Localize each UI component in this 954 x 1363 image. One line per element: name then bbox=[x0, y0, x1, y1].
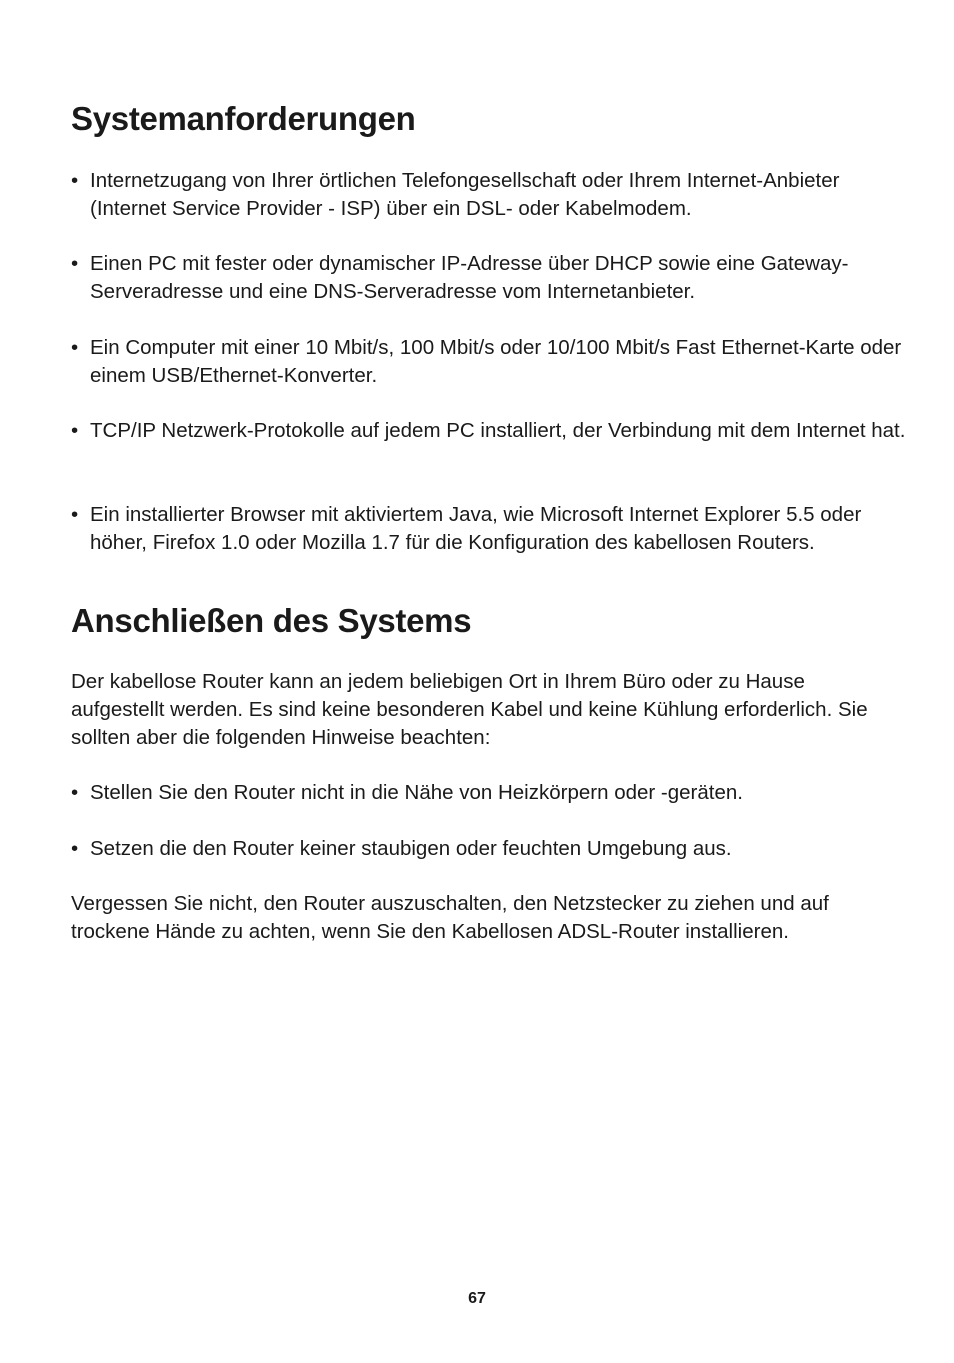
section-heading-connecting-system: Anschließen des Systems bbox=[71, 602, 472, 639]
bullet-icon: • bbox=[71, 503, 79, 526]
list-item-text: TCP/IP Netzwerk-Protokolle auf jedem PC installiert, der Verbindung mit dem Internet hat. bbox=[90, 419, 906, 442]
closing-paragraph: Vergessen Sie nicht, den Router auszuschalten, den Netzstecker zu ziehen und auf trockene Hände zu achten, wenn Sie den Kabellosen ADSL-Router installieren. bbox=[71, 892, 829, 943]
bullet-icon: • bbox=[71, 419, 79, 442]
bullet-icon: • bbox=[71, 169, 79, 192]
list-item bbox=[71, 501, 920, 557]
page-number: 67 bbox=[468, 1290, 486, 1307]
list-item bbox=[71, 835, 920, 863]
bullet-icon: • bbox=[71, 252, 79, 275]
list-item bbox=[71, 250, 920, 306]
list-item-text: Stellen Sie den Router nicht in die Nähe von Heizkörpern oder -geräten. bbox=[90, 781, 743, 804]
list-item bbox=[71, 417, 920, 445]
list-item-text: Ein Computer mit einer 10 Mbit/s, 100 Mbit/s oder 10/100 Mbit/s Fast Ethernet-Karte oder einem USB/Ethernet-Konverter. bbox=[90, 336, 902, 387]
list-item bbox=[71, 167, 920, 223]
list-item-text: Setzen die den Router keiner staubigen oder feuchten Umgebung aus. bbox=[90, 837, 732, 860]
list-item bbox=[71, 779, 920, 807]
list-item-text: Internetzugang von Ihrer örtlichen Telefongesellschaft oder Ihrem Internet-Anbieter (Internet Service Provider - ISP) über ein DSL- oder Kabelmodem. bbox=[90, 169, 840, 220]
list-item bbox=[71, 334, 920, 390]
bullet-icon: • bbox=[71, 837, 79, 860]
bullet-icon: • bbox=[71, 781, 79, 804]
section-heading-system-requirements: Systemanforderungen bbox=[71, 100, 416, 137]
bullet-icon: • bbox=[71, 336, 79, 359]
list-item-text: Einen PC mit fester oder dynamischer IP-Adresse über DHCP sowie eine Gateway-Serveradresse und eine DNS-Serveradresse vom Internetanbieter. bbox=[90, 252, 849, 303]
list-item-text: Ein installierter Browser mit aktiviertem Java, wie Microsoft Internet Explorer 5.5 oder höher, Firefox 1.0 oder Mozilla 1.7 für die Konfiguration des kabellosen Routers. bbox=[90, 503, 862, 554]
intro-paragraph: Der kabellose Router kann an jedem beliebigen Ort in Ihrem Büro oder zu Hause aufgestellt werden. Es sind keine besonderen Kabel und keine Kühlung erforderlich. Sie sollten aber die folgenden Hinweise beachten: bbox=[71, 670, 868, 749]
